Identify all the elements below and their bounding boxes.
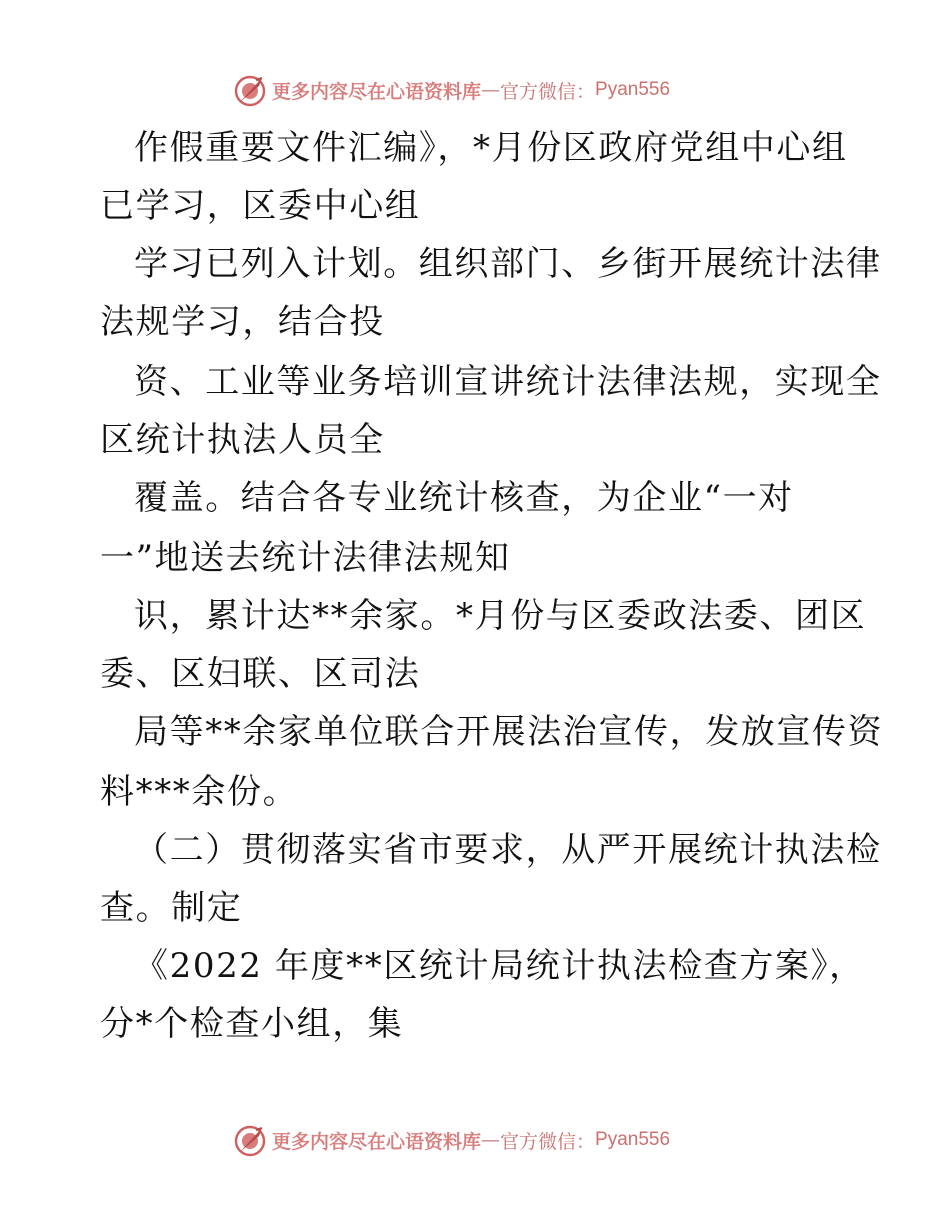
watermark-brand: 更多内容尽在心语资料库 — [272, 1130, 482, 1153]
text-line: （二）贯彻落实省市要求，从严开展统计执法检 — [134, 830, 882, 870]
text-line: 已学习，区委中心组 — [100, 186, 421, 226]
quill-logo-icon — [232, 1122, 268, 1158]
text-line: 资、工业等业务培训宣讲统计法律法规，实现全 — [134, 362, 882, 402]
watermark-dash: — — [481, 1129, 501, 1151]
text-line: 料***余份。 — [100, 772, 299, 812]
quill-logo-icon — [232, 72, 268, 108]
text-line: 学习已列入计划。组织部门、乡街开展统计法律 — [134, 244, 882, 284]
watermark-wechat-id: Pyan556 — [595, 1129, 671, 1150]
footer-watermark — [232, 1122, 670, 1158]
text-line: 覆盖。结合各专业统计核查，为企业“一对 — [134, 478, 794, 518]
text-line: 识，累计达**余家。*月份与区委政法委、团区 — [134, 596, 867, 636]
text-line: 局等**余家单位联合开展法治宣传，发放宣传资 — [134, 712, 884, 752]
watermark-wechat-id: Pyan556 — [595, 79, 671, 100]
text-line: 法规学习，结合投 — [100, 302, 385, 342]
text-line: 委、区妇联、区司法 — [100, 654, 421, 694]
text-line: 《2022 年度**区统计局统计执法检查方案》， — [134, 946, 865, 986]
text-line: 作假重要文件汇编》，*月份区政府党组中心组 — [134, 128, 848, 168]
header-watermark — [232, 72, 670, 108]
text-line: 区统计执法人员全 — [100, 420, 385, 460]
text-line: 查。制定 — [100, 888, 243, 928]
watermark-dash: — — [481, 79, 501, 101]
watermark-brand: 更多内容尽在心语资料库 — [272, 80, 482, 103]
watermark-wechat-label: 官方微信： — [500, 80, 596, 103]
text-line: 分*个检查小组，集 — [100, 1004, 404, 1044]
text-line: 一”地送去统计法律法规知 — [100, 538, 511, 578]
watermark-wechat-label: 官方微信： — [500, 1130, 596, 1153]
